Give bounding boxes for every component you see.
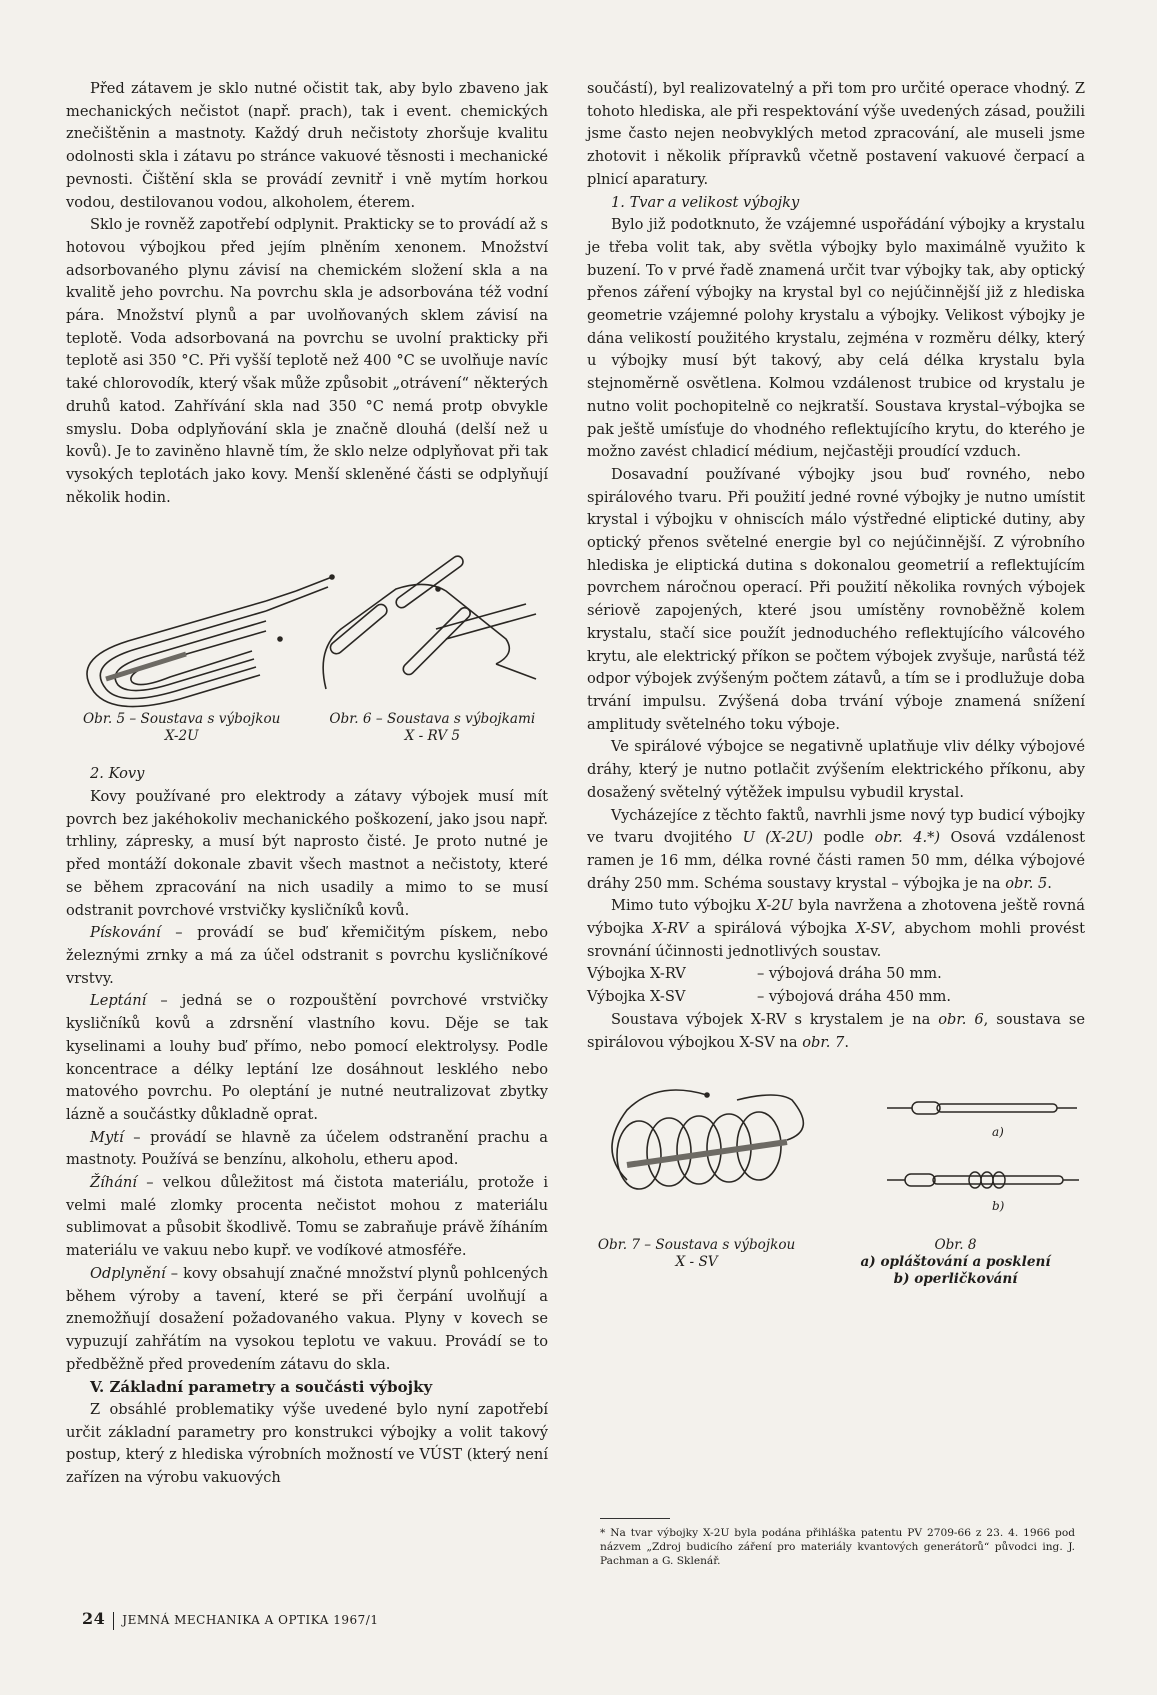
figure-8-caption xyxy=(826,1237,1085,1288)
caption-line: X - RV 5 xyxy=(404,728,461,745)
caption-line: Obr. 5 – Soustava s výbojkou xyxy=(82,711,281,728)
term: Odplynění xyxy=(90,1264,166,1282)
text: Soustava výbojek X-RV s krystalem je na xyxy=(611,1010,939,1028)
footnote-rule xyxy=(600,1518,670,1519)
paragraph xyxy=(587,1009,1085,1054)
text: obr. 5 xyxy=(1005,874,1048,892)
text: X-RV xyxy=(652,920,689,938)
figures-7-8 xyxy=(587,1070,1085,1235)
text: a spirálová výbojka xyxy=(688,920,856,938)
text: – provádí se buď křemičitým pískem, nebo železnými zrnky a má za účel odstranit s povrchu kysličníkové vrstvy. xyxy=(66,924,548,987)
footer-divider xyxy=(113,1612,114,1630)
left-column xyxy=(66,78,548,1490)
lamp-diagrams xyxy=(66,529,548,709)
paragraph: Z obsáhlé problematiky výše uvedené bylo nyní zapotřebí určit základní parametry pro konstrukci výbojky a volit takový postup, který z hlediska výrobních možností ve VÚST (který není zařízen na výrobu vakuových xyxy=(66,1401,548,1487)
chapter-heading: V. Základní parametry a součásti výbojky xyxy=(90,1378,433,1397)
journal-title: JEMNÁ MECHANIKA A OPTIKA 1967/1 xyxy=(122,1613,379,1627)
text: obr. 6 xyxy=(938,1010,984,1028)
paragraph: Sklo je rovněž zapotřebí odplynit. Prakticky se to provádí až s hotovou výbojkou před jejím plněním xenonem. Množství adsorbovaného plynu závisí na chemickém složení skla a na kvalitě jeho povrchu. Na povrchu skla je adsorbována též vodní pára. Množství plynů a par uvolňovaných sklem závisí na teplotě. Voda adsorbovaná na povrchu se uvolní prakticky při teplotě asi 350 °C. Při vyšší teplotě než 400 °C se uvolňuje navíc také chlorovodík, který však může způsobit „otrávení“ některých druhů katod. Zahřívání skla nad 350 °C nemá protp obvykle smyslu. Doba odplyňování skla je značně dlouhá (delší než u kovů). Je to zaviněno hlavně tím, že sklo nelze odplyňovat při tak vysokých teplotách jako kovy. Menší skleněné části se odplyňují několik hodin. xyxy=(66,216,548,506)
figure-captions-5-6 xyxy=(66,711,548,745)
term: Pískování xyxy=(90,924,161,942)
figure-6-xrv-lamps xyxy=(323,554,536,689)
list-value: – výbojová dráha 450 mm. xyxy=(757,988,952,1006)
caption-line: Obr. 6 – Soustava s výbojkami xyxy=(329,711,536,728)
figure-7-xsv-spiral-lamp xyxy=(612,1090,803,1189)
paragraph: Dosavadní používané výbojky jsou buď rovného, nebo spirálového tvaru. Při použití jedné rovné výbojky je nutno umístit krystal i výbojku v ohniscích málo výstředné eliptické dutiny, aby optický přenos světelné energie byl co nejúčinnější. Z výrobního hlediska je eliptická dutina s dokonalou geometrií a reflektujícím povrchem náročnou operací. Při použití několika rovných výbojek sériově zapojených, které jsou umístěny rovnoběžně kolem krystalu, stačí sice použít jednoduchého reflektujícího válcového krytu, ale elektrický příkon se počtem výbojek zvyšuje, narůstá též odpor výbojek zvýšeným počtem zátavů, a tím se i prodlužuje doba trvání impulsu. Zvýšená doba trvání výboje znamená snížení amplitudy světelného toku výboje. xyxy=(587,465,1085,733)
paragraph xyxy=(66,1263,548,1377)
lamp-diagrams-7-8 xyxy=(587,1070,1085,1235)
paragraph: Kovy používané pro elektrody a zátavy výbojek musí mít povrch bez jakéhokoliv mechanického poškození, jako jsou např. trhliny, zápresky, a musí být naprosto čisté. Je proto nutné je před montáží dokonale zbavit všech mastnot a nečistoty, které se během zpracování na nich usadily a mimo to se musí odstranit povrchové vrstvičky kysličníků kovů. xyxy=(66,788,548,919)
text: Mimo tuto výbojku xyxy=(611,897,757,915)
text: , abychom mohli provést srovnání účinnosti jednotlivých soustav. xyxy=(587,920,1085,960)
term: Leptání xyxy=(90,992,147,1010)
paragraph xyxy=(587,805,1085,896)
caption-line: X - SV xyxy=(675,1254,718,1271)
figure-captions-7-8 xyxy=(587,1237,1085,1288)
term: Mytí xyxy=(90,1128,124,1146)
text: – provádí se hlavně za účelem odstranění prachu a mastnoty. Používá se benzínu, alkoholu, etheru apod. xyxy=(66,1128,548,1169)
paragraph xyxy=(66,922,548,990)
figures-5-6 xyxy=(66,529,548,709)
list-item xyxy=(587,986,1085,1009)
text: obr. 7 xyxy=(802,1033,845,1051)
paragraph xyxy=(66,1172,548,1263)
figure-7-caption xyxy=(587,1237,806,1288)
figure-8a-lamp xyxy=(887,1102,1077,1114)
text: – velkou důležitost má čistota materiálu, protože i velmi malé zlomky procenta nečistot mohou z materiálu sublimovat a působit škodlivě. Tomu se zabraňuje právě žíháním materiálu ve vakuu nebo kupř. ve vodíkové atmosféře. xyxy=(66,1174,548,1260)
paragraph: součástí), byl realizovatelný a při tom pro určité operace vhodný. Z tohoto hlediska, ale při respektování výše uvedených zásad, použili jsme často nejen neobvyklých metod zpracování, ale museli jsme zhotovit i několik přípravků včetně postavení vakuové čerpací a plnicí aparatury. xyxy=(587,80,1085,188)
caption-line: a) opláštování a posklení xyxy=(860,1254,1051,1271)
footnote: * Na tvar výbojky X-2U byla podána přihláška patentu PV 2709-66 z 23. 4. 1966 pod názvem „Zdroj budicího záření pro materiály kvantových generátorů“ původci ing. J. Pachman a G. Sklenář. xyxy=(600,1527,1075,1567)
list-item xyxy=(587,963,1085,986)
list-value: – výbojová dráha 50 mm. xyxy=(757,965,942,983)
text: podle xyxy=(813,829,875,847)
list-name: Výbojka X-RV xyxy=(587,965,686,983)
text: . xyxy=(1047,874,1052,892)
text: X-SV xyxy=(855,920,892,938)
figure-5-caption xyxy=(66,711,297,745)
page-number: 24 xyxy=(82,1609,106,1628)
paragraph xyxy=(66,1127,548,1172)
caption-line: b) operličkování xyxy=(893,1271,1018,1288)
figure-6-caption xyxy=(317,711,548,745)
text: Vycházejíce z těchto faktů, navrhli jsme nový typ budicí výbojky ve tvaru dvojitého xyxy=(587,806,1085,847)
text: byla navržena a zhotovena ještě rovná výbojka xyxy=(587,897,1086,938)
figure-8b-lamp xyxy=(887,1172,1079,1188)
section-heading: 2. Kovy xyxy=(90,765,145,783)
caption-line: Obr. 8 xyxy=(934,1237,977,1254)
paragraph xyxy=(66,990,548,1126)
paragraph: Před zátavem je sklo nutné očistit tak, aby bylo zbaveno jak mechanických nečistot (např. prach), tak i event. chemických znečištěnin a mastnoty. Každý druh nečistoty zhoršuje kvalitu odolnosti skla i zátavu po stránce vakuové těsnosti i mechanické pevnosti. Čištění skla se provádí zevnitř i vně mytím horkou vodou, destilovanou vodou, alkoholem, éterem. xyxy=(66,80,548,211)
text: Osová vzdálenost ramen je 16 mm, délka rovné části ramen 50 mm, délka výbojové dráhy 250 mm. Schéma soustavy krystal – výbojka je na xyxy=(587,829,1085,892)
text: X-2U xyxy=(756,897,793,915)
text: – kovy obsahují značné množství plynů pohlcených během výroby a tavení, které se při čerpání uvolňují a znemožňují dosažení požadovaného vakua. Plyny v kovech se vypuzují zahřátím na vysokou teplotu ve vakuu. Provádí se to předběžně před provedením zátavu do skla. xyxy=(66,1264,548,1373)
caption-line: Obr. 7 – Soustava s výbojkou xyxy=(597,1237,796,1254)
text: . xyxy=(844,1033,849,1051)
section-heading: 1. Tvar a velikost výbojky xyxy=(611,193,800,211)
figure-5-x2u-lamp xyxy=(87,575,334,707)
text: – jedná se o rozpouštění povrchové vrstvičky kysličníků kovů a zdrsnění vlastního kovu. Děje se tak kyselinami a louhy buď přímo, nebo pomocí elektrolysy. Podle koncentrace a délky leptání lze dosáhnout lesklého nebo matového povrchu. Po oleptání je nutné neutralizovat zbytky lázně a součástky důkladně oprat. xyxy=(66,992,548,1123)
paragraph: Bylo již podotknuto, že vzájemné uspořádání výbojky a krystalu je třeba volit tak, aby světla výbojky bylo maximálně využito k buzení. To v prvé řadě znamená určit tvar výbojky tak, aby optický přenos záření výbojky na krystal byl co nejúčinnější již z hlediska geometrie vzájemné polohy krystalu a výbojky. Velikost výbojky je dána velikostí použitého krystalu, zejména v rozměru délky, který u výbojky musí být takový, aby celá délka krystalu byla stejnoměrně osvětlena. Kolmou vzdálenost trubice od krystalu je nutno volit pochopitelně co nejkratší. Soustava krystal–výbojka se pak ještě umísťuje do vhodného reflektujícího krytu, do kterého je možno zavést chladicí médium, nejčastěji proudící vzduch. xyxy=(587,216,1085,461)
page-footer xyxy=(82,1609,378,1630)
paragraph xyxy=(587,895,1085,963)
term: Žíhání xyxy=(90,1174,137,1192)
text: obr. 4.*) xyxy=(874,829,941,847)
figure-8b-label: b) xyxy=(992,1199,1005,1214)
figure-8a-label: a) xyxy=(992,1125,1004,1140)
text: U (X-2U) xyxy=(742,829,814,847)
text: , soustava se spirálovou výbojkou X-SV na xyxy=(587,1010,1085,1051)
paragraph: Ve spirálové výbojce se negativně uplatňuje vliv délky výbojové dráhy, který je nutno potlačit zvýšením elektrického příkonu, aby dosažený světelný výtěžek impulsu vybudil krystal. xyxy=(587,738,1085,801)
right-column xyxy=(587,78,1085,1288)
list-name: Výbojka X-SV xyxy=(587,988,686,1006)
caption-line: X-2U xyxy=(164,728,199,745)
